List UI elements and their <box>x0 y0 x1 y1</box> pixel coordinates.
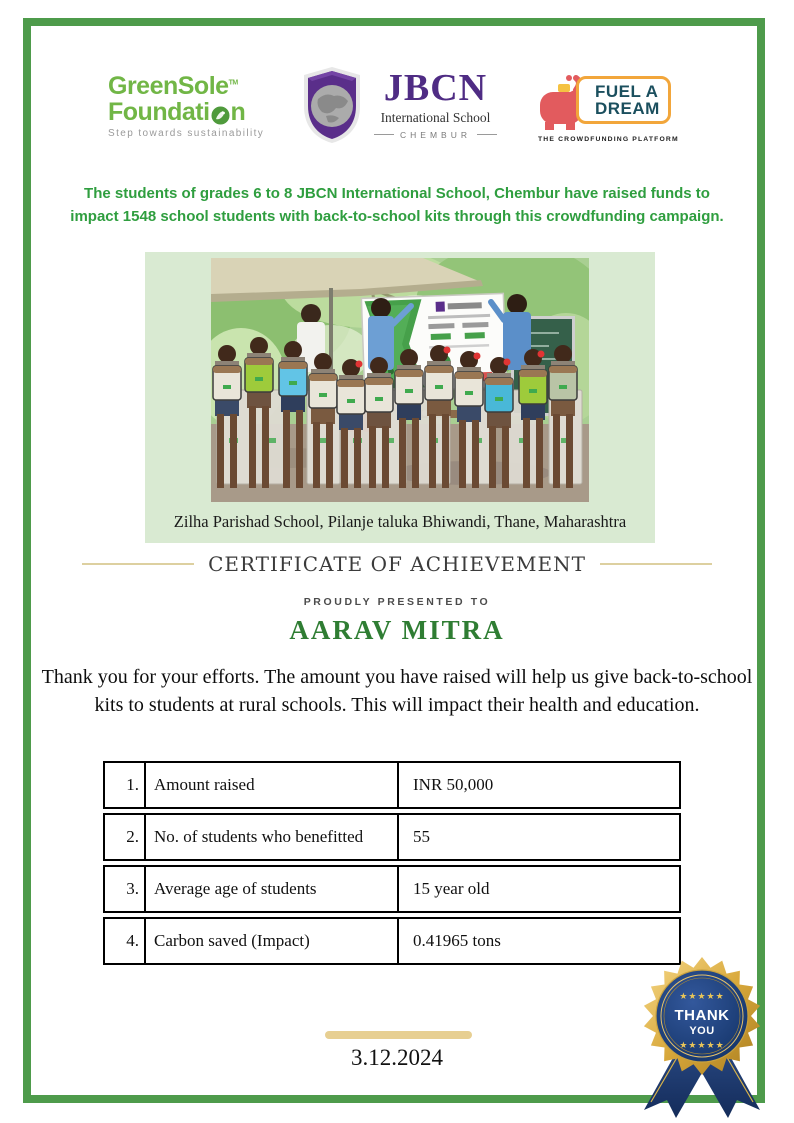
jbcn-school-logo <box>300 64 497 146</box>
right-gold-rule <box>600 563 712 565</box>
thank-you-message: Thank you for your efforts. The amount you have raised will help us give back-to-school kits to students at rural schools. This will impact their health and education. <box>41 666 753 716</box>
row-label: Average age of students <box>146 867 399 911</box>
fueladream-mark <box>536 72 696 143</box>
greensole-globe-shoe-icon <box>211 104 230 123</box>
row-value: 55 <box>413 827 430 846</box>
row-number: 1. <box>105 763 146 807</box>
campaign-summary: The students of grades 6 to 8 JBCN International School, Chembur have raised funds to impact 1548 school students with back-to-school kits through this crowdfunding campaign. <box>70 185 724 226</box>
row-value: 15 year old <box>413 879 490 898</box>
badge-line2: YOU <box>689 1025 715 1037</box>
jbcn-shield-icon <box>300 64 364 146</box>
row-number: 3. <box>105 867 146 911</box>
jbcn-subtitle: International School <box>380 109 491 125</box>
greensole-foundation-logo <box>108 74 278 139</box>
row-value: 0.41965 tons <box>413 931 501 950</box>
row-number: 4. <box>105 919 146 963</box>
fueladream-line2: DREAM <box>595 99 660 118</box>
badge-line1: THANK <box>674 1007 730 1024</box>
table-row <box>103 813 681 861</box>
badge-stars-bottom: ★★★★★ <box>679 1040 725 1050</box>
row-value: INR 50,000 <box>413 775 494 794</box>
photo-caption: Zilha Parishad School, Pilanje taluka Bhiwandi, Thane, Maharashtra <box>173 512 627 531</box>
fueladream-line1: FUEL A <box>595 82 659 101</box>
date-gold-bar <box>325 1031 472 1039</box>
row-label: No. of students who benefitted <box>146 815 399 859</box>
table-row <box>103 761 681 809</box>
row-label: Amount raised <box>146 763 399 807</box>
fueladream-wordmark <box>576 76 671 124</box>
badge-stars-top: ★★★★★ <box>679 991 725 1001</box>
fueladream-tagline: THE CROWDFUNDING PLATFORM <box>538 136 679 143</box>
fueladream-logo <box>536 72 696 143</box>
right-dash <box>477 134 497 135</box>
certificate-title-row <box>0 552 794 576</box>
greensole-foundation-word: Foundati n <box>108 98 246 126</box>
table-row <box>103 865 681 913</box>
jbcn-location: CHEMBUR <box>400 129 471 140</box>
trademark-symbol: TM <box>228 79 238 87</box>
thank-you-badge <box>622 942 782 1120</box>
recipient-name: AARAV MITRA <box>289 615 505 645</box>
row-label: Carbon saved (Impact) <box>146 919 399 963</box>
presented-label: PROUDLY PRESENTED TO <box>303 596 491 608</box>
greensole-name: GreenSole™ <box>108 72 238 100</box>
left-dash <box>374 134 394 135</box>
jbcn-location-row <box>374 130 497 140</box>
school-photo <box>211 258 589 502</box>
impact-table <box>103 761 681 969</box>
certificate-date: 3.12.2024 <box>351 1045 443 1070</box>
jbcn-name: JBCN <box>383 67 488 110</box>
row-number: 2. <box>105 815 146 859</box>
greensole-tagline: Step towards sustainability <box>108 128 265 140</box>
logo-row <box>0 0 794 170</box>
left-gold-rule <box>82 563 194 565</box>
table-row <box>103 917 681 965</box>
jbcn-logo-text <box>374 67 497 140</box>
certificate-title: CERTIFICATE OF ACHIEVEMENT <box>208 552 586 576</box>
photo-panel <box>145 252 655 543</box>
